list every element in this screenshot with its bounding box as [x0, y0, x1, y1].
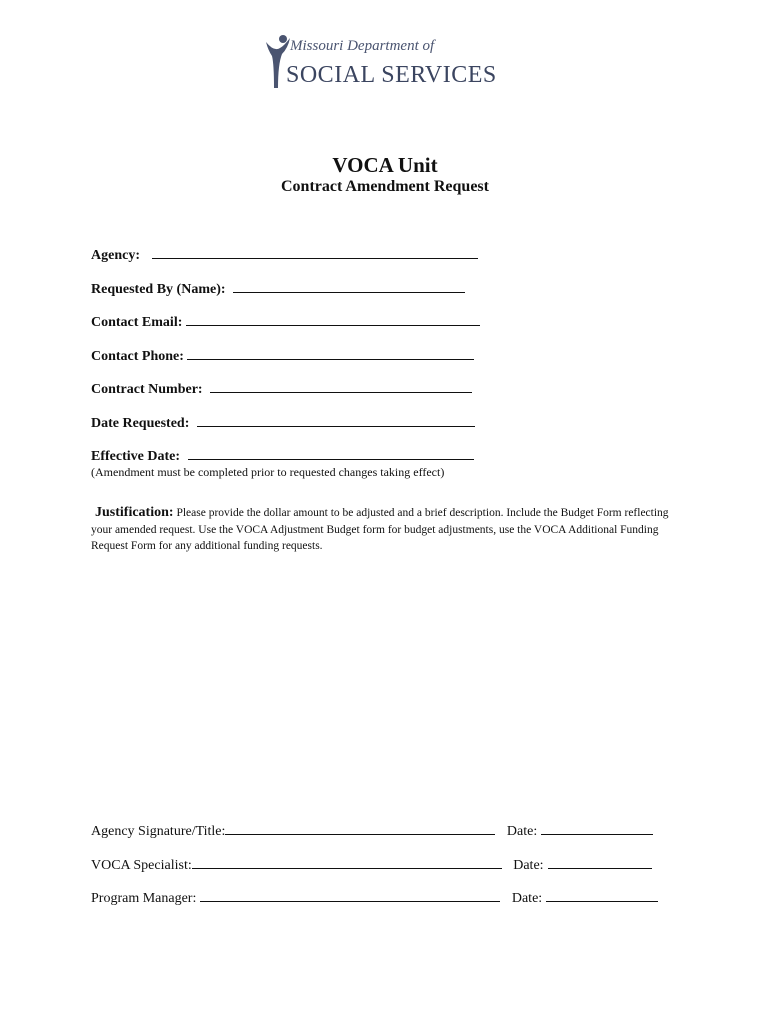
- agency-signature-row: [91, 821, 653, 840]
- requested-by-input-line[interactable]: [233, 279, 465, 293]
- contact-phone-field: [91, 346, 474, 365]
- justification-section: [91, 505, 681, 555]
- voca-specialist-date-label: Date:: [513, 858, 544, 873]
- contract-number-input-line[interactable]: [210, 379, 472, 393]
- program-manager-date-line[interactable]: [546, 888, 658, 902]
- voca-specialist-row: [91, 855, 652, 874]
- justification-label: Justification:: [95, 505, 174, 520]
- effective-date-label: Effective Date:: [91, 449, 181, 464]
- effective-date-field: [91, 446, 474, 465]
- contact-phone-label: Contact Phone:: [91, 349, 184, 364]
- agency-date-label: Date:: [506, 824, 538, 839]
- program-manager-date-label: Date:: [511, 891, 543, 906]
- date-requested-field: [91, 413, 475, 432]
- agency-date-line[interactable]: [541, 821, 653, 835]
- agency-signature-label: Agency Signature/Title:: [91, 824, 226, 839]
- logo-agency-text: SOCIAL SERVICES: [286, 62, 497, 88]
- effective-date-input-line[interactable]: [188, 446, 474, 460]
- voca-specialist-date-line[interactable]: [548, 855, 652, 869]
- voca-specialist-line[interactable]: [192, 855, 502, 869]
- page-title: VOCA Unit: [332, 153, 438, 177]
- agency-signature-line[interactable]: [225, 821, 495, 835]
- requested-by-label: Requested By (Name):: [91, 282, 226, 297]
- dss-logo: [262, 34, 497, 92]
- contact-email-label: Contact Email:: [91, 315, 183, 330]
- agency-label: Agency:: [91, 248, 140, 263]
- amendment-note: (Amendment must be completed prior to requested changes taking effect): [91, 465, 445, 479]
- justification-text: Please provide the dollar amount to be adjusted and a brief description. Include the Budget Form reflecting your amended request. Use the VOCA Adjustment Budget form for budget adjustments, use the VOCA Additional Funding Request Form for any additional funding requests.: [91, 507, 669, 552]
- voca-specialist-label: VOCA Specialist:: [91, 858, 192, 873]
- requested-by-field: [91, 279, 465, 298]
- agency-input-line[interactable]: [152, 245, 478, 259]
- page-subtitle: Contract Amendment Request: [281, 178, 489, 195]
- program-manager-label: Program Manager:: [91, 891, 197, 906]
- contact-email-input-line[interactable]: [186, 312, 480, 326]
- agency-field: [91, 245, 478, 264]
- contact-email-field: [91, 312, 480, 331]
- contact-phone-input-line[interactable]: [187, 346, 474, 360]
- logo-department-text: Missouri Department of: [290, 38, 435, 54]
- program-manager-row: [91, 888, 658, 907]
- contract-number-label: Contract Number:: [91, 382, 203, 397]
- program-manager-line[interactable]: [200, 888, 500, 902]
- date-requested-label: Date Requested:: [91, 416, 190, 431]
- contract-number-field: [91, 379, 472, 398]
- date-requested-input-line[interactable]: [197, 413, 475, 427]
